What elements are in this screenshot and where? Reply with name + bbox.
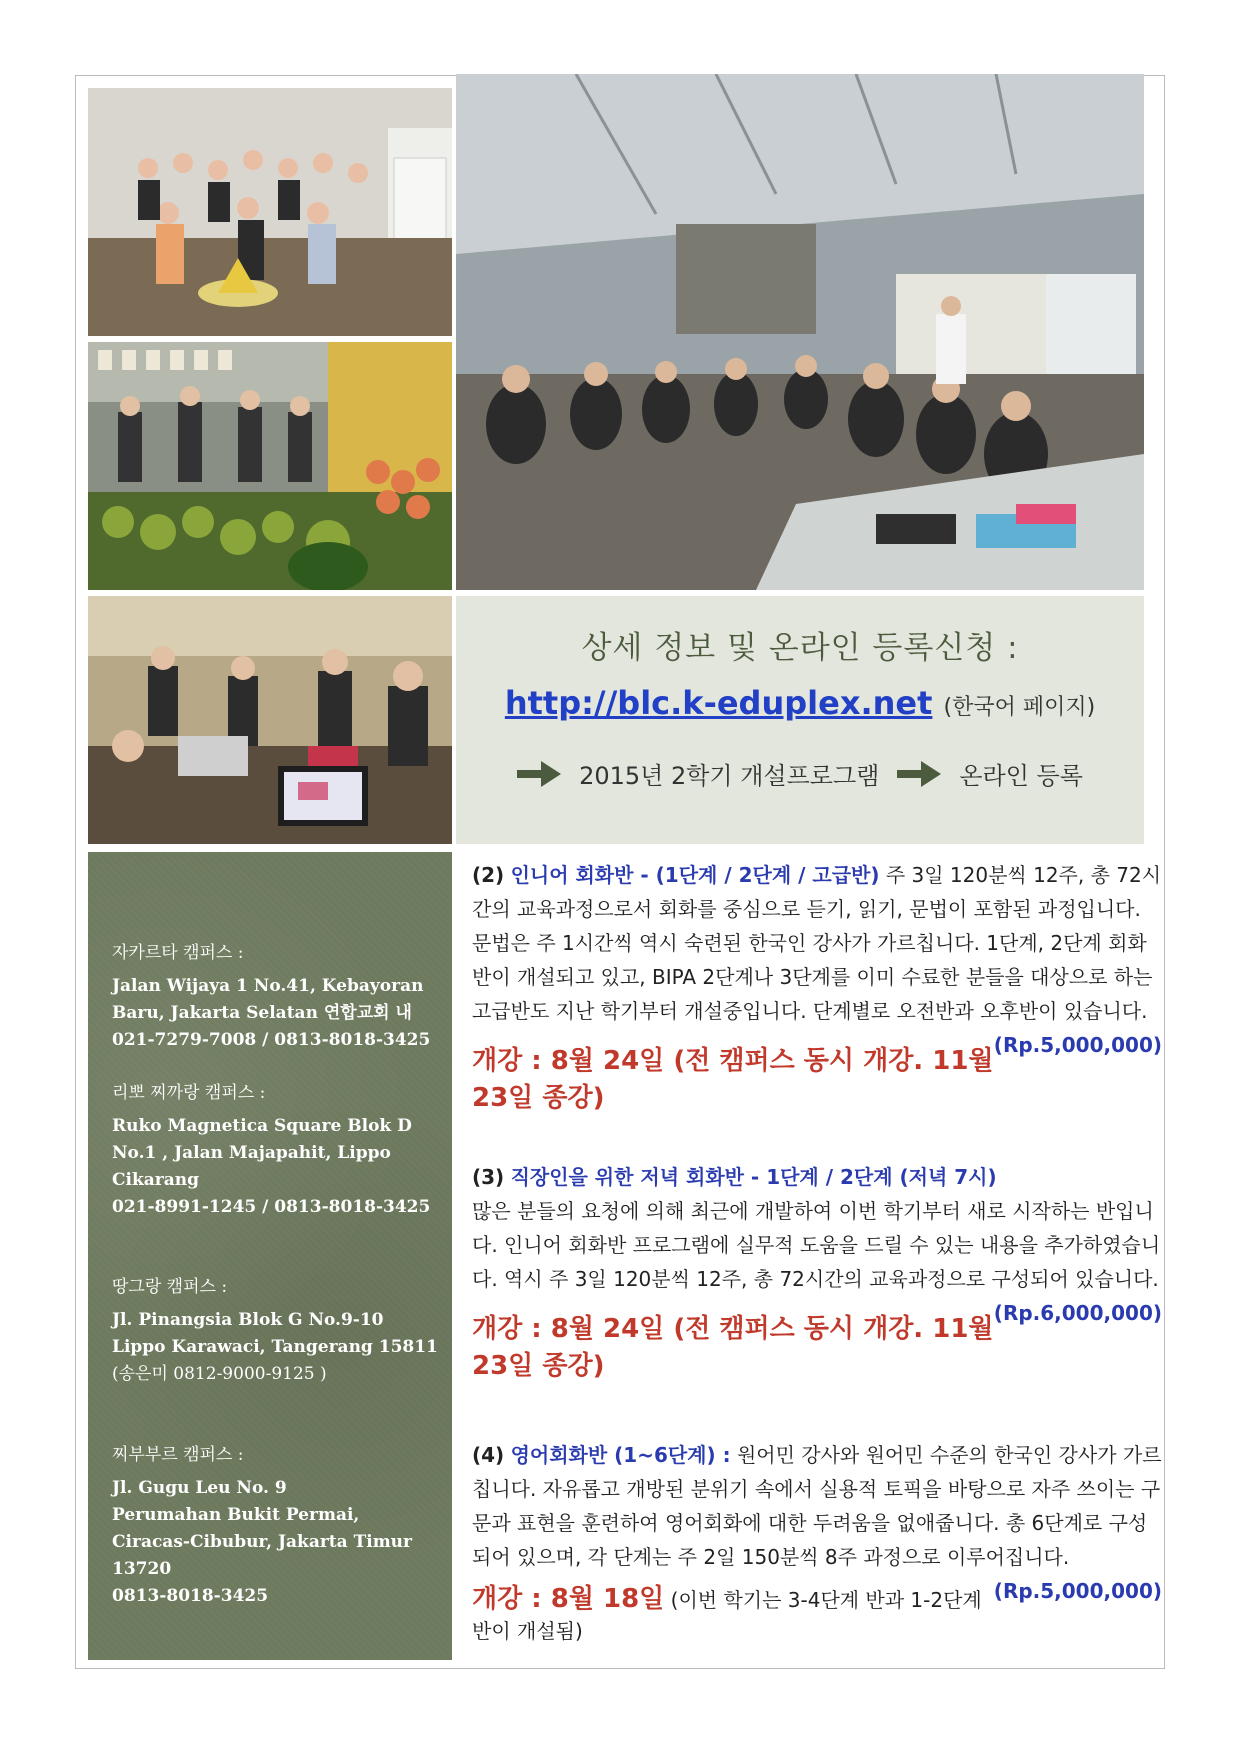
course-description [472, 1160, 1162, 1325]
course-title: 인니어 회화반 - (1단계 / 2단계 / 고급반) [510, 863, 880, 887]
campus-tangerang [112, 1272, 442, 1388]
campus-phone: 021-7279-7008 / 0813-8018-3425 [112, 1030, 431, 1050]
classroom-laptops-photo-icon [88, 596, 452, 844]
course-body: 원어민 강사와 원어민 수준의 한국인 강사가 가르칩니다. 자유롭고 개방된 분위기 속에서 실용적 토픽을 바탕으로 자주 쓰이는 구문과 표현을 훈련하여 영어회화에 대한 두려움을 없애줍니다. 총 6단계로 구성되어 있으며, 각 단계는 주 2일 150분씩 8주 과정으로 이루어집니다. [472, 1443, 1162, 1569]
course-open-note: (이번 학기는 3-4단계 반과 1-2단계 반이 개설됨) [472, 1588, 982, 1643]
campus-panel [88, 852, 452, 1660]
course-description [472, 858, 1162, 1057]
campus-phone: (송은미 0812-9000-9125 ) [112, 1364, 327, 1384]
campus-address-line: Cikarang [112, 1170, 200, 1190]
course-title: 영어회화반 (1~6단계) : [510, 1443, 731, 1467]
course-price: (Rp.5,000,000) [993, 1033, 1162, 1057]
registration-link[interactable]: http://blc.k-eduplex.net [504, 684, 933, 722]
course-open-text: 개강 : 8월 24일 (전 캠퍼스 동시 개강. 11월 23일 종강) [472, 1314, 994, 1381]
campus-jakarta [112, 938, 442, 1054]
campus-cibubur [112, 1440, 442, 1610]
campus-address-line: Jl. Gugu Leu No. 9 [112, 1478, 287, 1498]
campus-name: 리뽀 찌까랑 캠퍼스 : [112, 1083, 266, 1103]
campus-address-line: Ruko Magnetica Square Blok D [112, 1116, 412, 1136]
arrow-right-icon [517, 761, 561, 787]
campus-address-line: Baru, Jakarta Selatan 연합교회 내 [112, 1003, 412, 1023]
course-number: (4) [472, 1443, 505, 1467]
course-body: 많은 분들의 요청에 의해 최근에 개발하여 이번 학기부터 새로 시작하는 반입니다. 인니어 회화반 프로그램에 실무적 도움을 드릴 수 있는 내용을 추가하였습니다. 역시 주 3일 120분씩 12주, 총 72시간의 교육과정으로 구성되어 있습니다. [472, 1199, 1161, 1291]
campus-name: 찌부부르 캠퍼스 : [112, 1445, 244, 1465]
campus-phone: 0813-8018-3425 [112, 1586, 269, 1606]
url-note: (한국어 페이지) [943, 695, 1096, 720]
campus-address-line: Ciracas-Cibubur, Jakarta Timur [112, 1532, 412, 1552]
campus-lippo-cikarang [112, 1078, 442, 1221]
course-body: 주 3일 120분씩 12주, 총 72시간의 교육과정으로서 회화를 중심으로 듣기, 읽기, 문법이 포함된 과정입니다. 문법은 주 1시간씩 역시 숙련된 한국인 강사가 가르칩니다. 1단계, 2단계 회화반이 개설되고 있고, BIPA 2단계나 3단계를 이미 수료한 분들을 대상으로 하는 고급반도 지난 학기부터 개설중입니다. 단계별로 오전반과 오후반이 있습니다. [472, 863, 1162, 1023]
course-price: (Rp.5,000,000) [993, 1579, 1162, 1603]
bottom-rule [456, 1668, 1161, 1669]
market-fruit-photo-icon [88, 342, 452, 590]
course-number: (3) [472, 1165, 505, 1189]
registration-title: 상세 정보 및 온라인 등록신청 : [581, 630, 1019, 666]
course-english-conversation [472, 1438, 1162, 1645]
course-open-text: 개강 : 8월 24일 (전 캠퍼스 동시 개강. 11월 23일 종강) [472, 1046, 994, 1113]
campus-address-line: Jalan Wijaya 1 No.41, Kebayoran [112, 976, 424, 996]
campus-address-line: Jl. Pinangsia Blok G No.9-10 [112, 1310, 384, 1330]
campus-address-line: Lippo Karawaci, Tangerang 15811 [112, 1337, 438, 1357]
course-number: (2) [472, 863, 505, 887]
course-indonesian-conversation [472, 858, 1162, 1114]
campus-address-line: Perumahan Bukit Permai, [112, 1505, 360, 1525]
campus-address-line: 13720 [112, 1559, 172, 1579]
arrow-right-icon [897, 761, 941, 787]
campus-name: 땅그랑 캠퍼스 : [112, 1277, 228, 1297]
registration-steps [456, 756, 1144, 791]
step-programs[interactable]: 2015년 2학기 개설프로그램 [579, 762, 880, 790]
course-evening-conversation [472, 1160, 1162, 1382]
campus-phone: 021-8991-1245 / 0813-8018-3425 [112, 1197, 431, 1217]
step-online-registration[interactable]: 온라인 등록 [959, 762, 1083, 790]
campus-name: 자카르타 캠퍼스 : [112, 943, 244, 963]
course-open-text: 개강 : 8월 18일 [472, 1584, 665, 1614]
campus-address-line: No.1 , Jalan Majapahit, Lippo [112, 1143, 391, 1163]
course-price: (Rp.6,000,000) [993, 1301, 1162, 1325]
graduation-photo-icon [88, 88, 452, 336]
course-title: 직장인을 위한 저녁 회화반 - 1단계 / 2단계 (저녁 7시) [510, 1165, 997, 1189]
lecture-hall-photo-icon [456, 74, 1144, 590]
url-row [456, 684, 1144, 722]
registration-info-box [456, 596, 1144, 844]
